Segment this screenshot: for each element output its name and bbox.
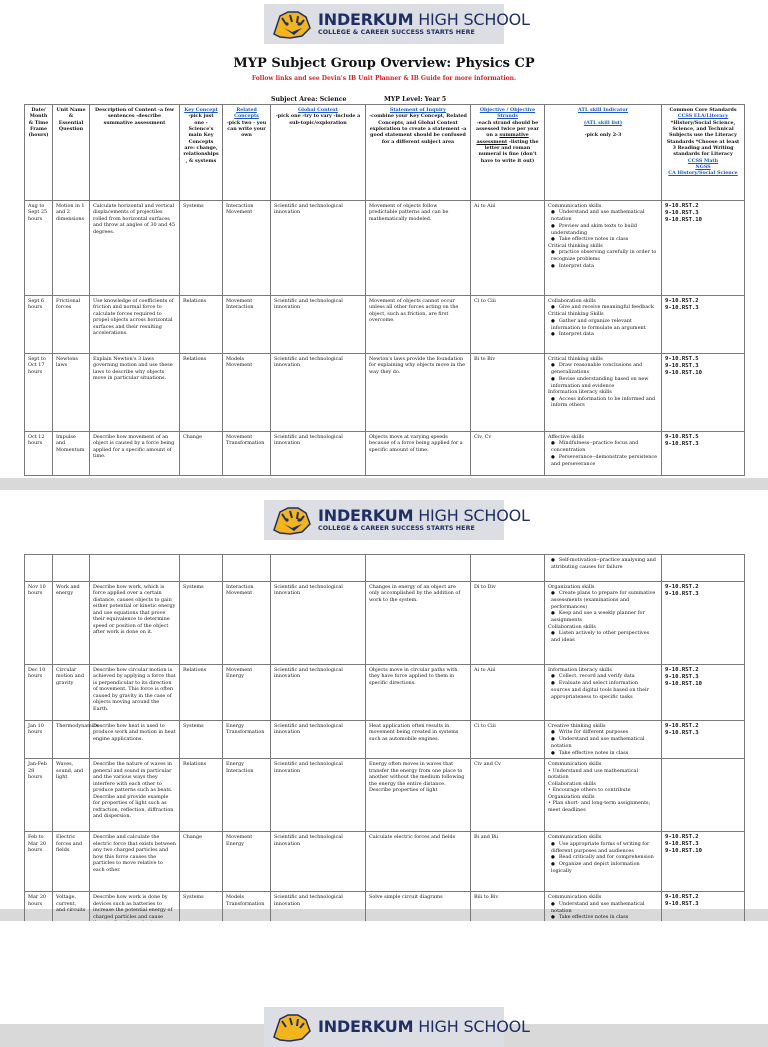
date-cell: Aug to Sept 25 hours [25,201,53,296]
description-cell: Calculate horizontal and vertical displacements of projectiles rolled from horizontal surfaces and throw at angles of 30 and 45 degrees. [90,201,180,296]
table-row [25,832,745,892]
subject-area: Subject Area: Science [271,96,347,103]
global-context-cell: Scientific and technological innovation [271,721,366,759]
page-1 [0,0,768,478]
standard-code: 9-10.RST.3 [665,590,699,597]
objective-cell: Civ and Cv [471,759,545,832]
atl-indicator: ● Access information to be informed and inform others [548,396,658,409]
related-concepts-cell: Energy Transformation [223,721,271,759]
inquiry-cell: Objects move at varying speeds because of a force being applied for a specific amount of time. [366,432,471,476]
key-concept-cell: Change [180,832,223,892]
table-row [25,354,745,432]
key-concept-cell: Relations [180,665,223,721]
standards-cell [662,296,745,354]
atl-indicator: ● Preview and skim texts to build understanding [548,223,658,236]
standard-code: 9-10.RST.3 [665,362,699,369]
atl-indicator: ● Collect, record and verify data [548,673,658,680]
atl-indicator: ● Take effective notes in class [548,750,658,757]
header-key-concept: Key Concept -pick just one -Science's main Key Concepts are: change, relationships , & systems [180,105,223,201]
description-cell: Describe and calculate the electric force that exists between any two charged particles and how this force causes the particles to move relative to each other. [90,832,180,892]
unit-cell: Motion in 1 and 2 dimensions [53,201,90,296]
atl-continued: ● Self-motivation--practice analysing and attributing causes for failure [545,555,662,582]
standard-code: 9-10.RST.3 [665,901,699,908]
atl-category: Organization skills [548,584,595,590]
key-concept-cell: Systems [180,721,223,759]
description-cell: Use knowledge of coefficients of friction and normal force to calculate forces required to propel objects across horizontal surfaces and their resulting accelerations. [90,296,180,354]
atl-indicator: ● Read critically and for comprehension [548,854,658,861]
atl-category: Collaboration skills [548,298,596,304]
global-context-cell: Scientific and technological innovation [271,201,366,296]
atl-indicator: ● Take effective notes in class [548,236,658,243]
atl-category: Communication skills [548,761,602,768]
header-row [25,105,745,201]
standard-code: 9-10.RST.5 [665,434,699,440]
date-cell: Sept 6 hours [25,296,53,354]
atl-category: Collaboration skills [548,780,596,787]
school-tagline: COLLEGE & CAREER SUCCESS STARTS HERE [318,28,475,36]
key-concept-link[interactable]: Key Concept [184,107,218,113]
standard-code: 9-10.RST.2 [665,723,699,729]
standard-code: 9-10.RST.2 [665,894,699,901]
header-date: Date/ Month & Time Frame (hours) [25,105,53,201]
objective-cell: Ci to Ciii [471,296,545,354]
atl-cell [545,721,662,759]
header-inquiry: Statement of Inquiry -combine your Key Concept, Related Concepts, and Global Context exploration to create a statement -a good statement should be confused for a different subject area [366,105,471,201]
school-banner [264,4,530,44]
description-cell: Describe how heat is used to produce work and motion in heat engine applications. [90,721,180,759]
key-concept-cell: Relations [180,354,223,432]
atl-category: Communication skills [548,834,602,841]
objective-cell: Bi and Bii [471,832,545,892]
inquiry-cell: Movement of objects follow predictable patterns and can be mathematically modeled. [366,201,471,296]
key-concept-cell: Relations [180,296,223,354]
standard-code: 9-10.RST.3 [665,304,699,311]
standard-code: 9-10.RST.2 [665,667,699,673]
tiger-logo-icon [270,503,314,537]
standard-code: 9-10.RST.2 [665,584,699,590]
standards-cell [662,582,745,665]
key-concept-cell: Systems [180,892,223,951]
description-cell: Describe the nature of waves in general and sound in particular and the various ways they interfere with each other to produce patterns such as beats. Describe and provide example for properties of light such as refraction, reflection, diffraction and dispersion. [90,759,180,832]
date-cell: Dec 10 hours [25,665,53,721]
standards-cell [662,832,745,892]
atl-category: Organization skills [548,793,595,800]
atl-category: Communication skills [548,894,602,901]
global-context-cell: Scientific and technological innovation [271,354,366,432]
unit-cell: Electric forces and fields [53,832,90,892]
standard-code: 9-10.RST.2 [665,203,699,209]
standards-cell [662,354,745,432]
unit-cell: Voltage, current, and circuits [53,892,90,951]
unit-cell: Circular motion and gravity [53,665,90,721]
standard-code: 9-10.RST.5 [665,356,699,362]
atl-category: Information literacy skills [548,389,612,396]
standards-cell [662,759,745,832]
unit-cell: Work and energy [53,582,90,665]
ccss-math-link[interactable]: CCSS Math [687,157,719,164]
atl-indicator: ● Understand and use mathematical notation [548,736,658,749]
global-context-cell: Scientific and technological innovation [271,582,366,665]
inquiry-cell: Changes in energy of an object are only accomplished by the addition of work to the system. [366,582,471,665]
atl-indicator: ● Understand and use mathematical notation [548,901,658,914]
atl-cell [545,432,662,476]
atl-indicator: ● Interpret data [548,263,658,270]
related-concepts-cell: Models Movement [223,354,271,432]
tiger-logo-icon [270,1010,314,1044]
unit-cell: Frictional forces [53,296,90,354]
date-cell: Nov 10 hours [25,582,53,665]
inquiry-cell: Objects move in circular paths with they have force applied to them in specific directions. [366,665,471,721]
header-global-context: Global Context -pick one -try to vary -include a sub-topic/exploration [271,105,366,201]
page-subtitle: Follow links and see Devin's IB Unit Planner & IB Guide for more information. [251,75,517,82]
tiger-logo-icon [270,7,314,41]
global-context-cell: Scientific and technological innovation [271,892,366,951]
atl-category: • Plan short- and long-term assignments; meet deadlines [548,800,651,813]
atl-indicator: ● Perseverance--demonstrate persistence and perseverance [548,454,658,467]
atl-indicator: ● Evaluate and select information sources and digital tools based on their appropriateness to specific tasks [548,680,658,700]
header-unit: Unit Name & Essential Question [53,105,90,201]
objective-cell: Civ, Cv [471,432,545,476]
standard-code: 9-10.RST.2 [665,298,699,304]
date-cell: Oct 12 hours [25,432,53,476]
table-row [25,759,745,832]
related-concepts-cell: Interaction Movement [223,582,271,665]
key-concept-cell: Systems [180,582,223,665]
table-body-page-2 [25,555,745,951]
date-cell: Sept to Oct 17 hours [25,354,53,432]
key-concept-cell: Change [180,432,223,476]
myp-level: MYP Level: Year 5 [384,96,447,103]
atl-indicator: ● Keep and use a weekly planner for assignments [548,610,658,623]
atl-category: Information literacy skills [548,667,612,673]
atl-indicator: ● Organize and depict information logically [548,861,658,874]
atl-indicator: ● Write for different purposes [548,729,658,736]
atl-skill-list-link[interactable]: (ATL skill list) [583,119,623,126]
objective-link[interactable]: Objective / Objective Strands [479,107,536,120]
standards-cell [662,721,745,759]
page-2 [0,490,768,921]
table-row [25,582,745,665]
header-atl: ATL skill Indicator (ATL skill list) -pick only 2-3 [545,105,662,201]
atl-indicator: ● Take effective notes in class [548,914,658,921]
standard-code: 9-10.RST.10 [665,369,703,376]
description-cell: Describe how work is done by devices such as batteries to increase the potential energy of charged particles and cause [90,892,180,951]
school-name: INDERKUM HIGH SCHOOL [318,1017,530,1036]
date-cell: Jan-Feb 28 hours [25,759,53,832]
school-banner [264,500,530,540]
atl-cell [545,296,662,354]
atl-indicator: ● practice observing carefully in order to recognize problems [548,249,658,262]
school-tagline: COLLEGE & CAREER SUCCESS STARTS HERE [318,524,475,532]
related-concepts-cell: Movement Energy [223,665,271,721]
atl-category: Affective skills [548,434,584,440]
atl-category: Creative thinking skills [548,723,606,729]
standard-code: 9-10.RST.2 [665,834,699,841]
inquiry-cell: Heat application often results in movement being created in systems such as automobile engines. [366,721,471,759]
related-concepts-cell: Movement Energy [223,832,271,892]
table-row [25,201,745,296]
atl-cell [545,832,662,892]
header-related-concepts: Related Concepts -pick two - you can write your own [223,105,271,201]
atl-category: Collaboration skills [548,623,596,630]
header-objective: Objective / Objective Strands -each strand should be assessed twice per year on a summative assessment -listing the letter and roman numeral is fine (don't have to write it out) [471,105,545,201]
global-context-cell: Scientific and technological innovation [271,296,366,354]
objective-cell: Di to Div [471,582,545,665]
atl-category: Critical thinking Skills [548,311,604,318]
objective-cell: Ai to Aiii [471,201,545,296]
standard-code: 9-10.RST.10 [665,848,703,855]
atl-cell [545,665,662,721]
atl-indicator: ● Use appropriate forms of writing for different purposes and audiences [548,841,658,854]
ccss-ela-link[interactable]: CCSS ELA/Literacy [677,113,729,120]
global-context-cell: Scientific and technological innovation [271,759,366,832]
global-context-cell: Scientific and technological innovation [271,432,366,476]
table-row [25,296,745,354]
global-context-link[interactable]: Global Context [298,107,338,113]
standard-code: 9-10.RST.3 [665,841,699,848]
table-body-page-1 [25,201,745,476]
table-row [25,721,745,759]
key-concept-cell: Relations [180,759,223,832]
unit-cell: Newtons laws [53,354,90,432]
standards-cell [662,432,745,476]
atl-indicator-link[interactable]: ATL skill Indicator [577,107,629,113]
inquiry-link[interactable]: Statement of Inquiry [389,107,447,113]
table-row [25,665,745,721]
atl-category: • Understand and use mathematical notation [548,767,639,781]
overview-table-page-1 [24,104,745,476]
date-cell: Mar 20 hours [25,892,53,951]
atl-category: Critical thinking skills [548,356,603,362]
related-concepts-cell: Movement Interaction [223,296,271,354]
objective-cell: Ai to Aiii [471,665,545,721]
atl-category: • Encourage others to contribute [548,787,631,794]
standard-code: 9-10.RST.3 [665,673,699,680]
header-description: Description of Content -a few sentences -describe summative assessment [90,105,180,201]
standard-code: 9-10.RST.3 [665,729,699,736]
unit-cell: Waves, sound, and light [53,759,90,832]
atl-indicator: ● Draw reasonable conclusions and generalizations [548,362,658,375]
atl-indicator: ● Give and receive meaningful feedback [548,304,658,311]
atl-cell [545,582,662,665]
standard-code: 9-10.RST.3 [665,209,699,216]
inquiry-cell: Movement of objects cannot occur unless all other forces acting on the object, such as friction, are first overcome. [366,296,471,354]
objective-cell: Biii to Biv [471,892,545,951]
standard-code: 9-10.RST.10 [665,216,703,223]
table-row-continued [25,555,745,582]
inquiry-cell: Newton's laws provide the foundation for explaining why objects move in the way they do. [366,354,471,432]
description-cell: Describe how circular motion is achieved by applying a force that is perpendicular to its direction of movement. This force is often caused by gravity in the case of objects moving around the Earth. [90,665,180,721]
related-concepts-cell: Energy Interaction [223,759,271,832]
ngss-link[interactable]: NGSS [695,163,711,170]
inquiry-cell: Energy often moves in waves that transfer the energy from one place to another without the medium following the energy the entire distance. Describe properties of light [366,759,471,832]
atl-cell [545,201,662,296]
objective-cell: Bi to Biv [471,354,545,432]
header-standards: Common Core Standards CCSS ELA/Literacy *History/Social Science, Science, and Technical Subjects use the Literacy Standards *Choose at least 3 Reading and Writing standards for Literacy CCSS Math NGSS CA History/Social Science [662,105,745,201]
table-row [25,432,745,476]
unit-cell: Thermodynamics [53,721,90,759]
standards-cell [662,201,745,296]
atl-indicator: ● Listen actively to other perspectives and ideas [548,630,658,643]
date-cell: Jan 10 hours [25,721,53,759]
key-concept-cell: Systems [180,201,223,296]
atl-indicator: ● Revise understanding based on new information and evidence [548,376,658,389]
atl-indicator: ● Gather and organize relevant information to formulate an argument [548,318,658,331]
related-concepts-link[interactable]: Related Concepts [234,107,259,120]
atl-indicator: ● Create plans to prepare for summative assessments (examinations and performances) [548,590,658,610]
description-cell: Describe how movement of an object is caused by a force being applied for a specific amount of time. [90,432,180,476]
school-banner [264,1007,530,1047]
overview-table-page-2 [24,554,745,951]
inquiry-cell: Solve simple circuit diagrams [366,892,471,951]
related-concepts-cell: Interaction Movement [223,201,271,296]
standard-code: 9-10.RST.10 [665,680,703,687]
page-title: MYP Subject Group Overview: Physics CP [233,56,535,71]
description-cell: Explain Newton's 3 laws governing motion and use these laws to describe why objects move in particular situations. [90,354,180,432]
standards-cell [662,665,745,721]
atl-cell [545,354,662,432]
related-concepts-cell: Movement Transformation [223,432,271,476]
unit-cell: Impulse and Momentum [53,432,90,476]
atl-indicator: ● Understand and use mathematical notation [548,209,658,222]
global-context-cell: Scientific and technological innovation [271,665,366,721]
page-3 [0,921,768,1036]
atl-cell [545,759,662,832]
atl-indicator: ● Interpret data [548,331,658,338]
related-concepts-cell: Models Transformation [223,892,271,951]
ca-history-link[interactable]: CA History/Social Science [668,170,738,177]
date-cell: Feb to Mar 20 hours [25,832,53,892]
school-name: INDERKUM HIGH SCHOOL [318,505,530,525]
description-cell: Describe how work, which is force applied over a certain distance, causes objects to gain either potential or kinetic energy and use equations that prove their equivalence to determine speed or position of the object after work is done on it. [90,582,180,665]
standard-code: 9-10.RST.3 [665,440,699,447]
global-context-cell: Scientific and technological innovation [271,832,366,892]
inquiry-cell: Calculate electric forces and fields [366,832,471,892]
atl-category: Critical thinking skills [548,242,603,249]
school-name: INDERKUM HIGH SCHOOL [318,9,530,29]
objective-cell: Ci to Ciii [471,721,545,759]
atl-category: Communication skills [548,203,602,209]
atl-indicator: ● Mindfulness--practice focus and concentration [548,440,658,453]
